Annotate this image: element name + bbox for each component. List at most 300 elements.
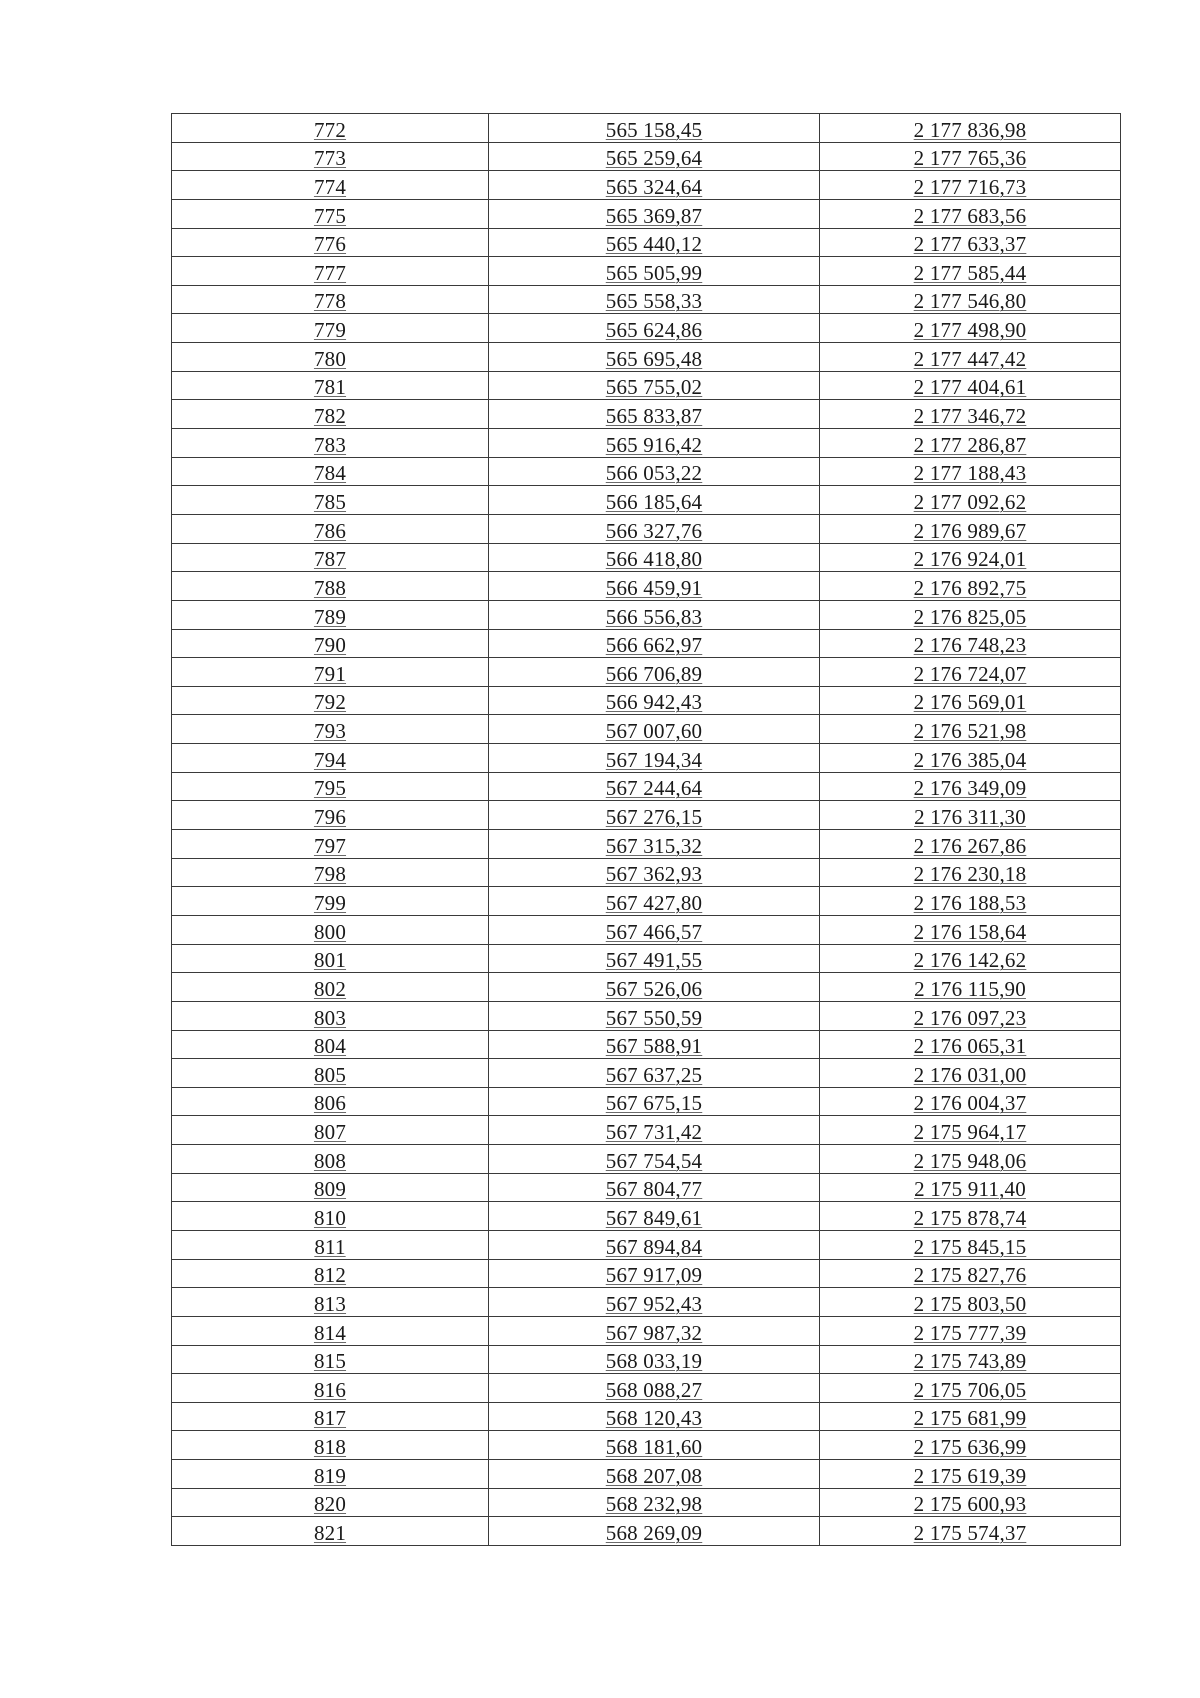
table-row: [172, 429, 1121, 458]
table-row: [172, 314, 1121, 343]
y-coordinate-cell: [820, 142, 1121, 171]
cell-text: 567 276,15: [605, 805, 703, 830]
table-row: [172, 343, 1121, 372]
point-number-cell: [172, 801, 489, 830]
x-coordinate-cell: [489, 1001, 820, 1030]
x-coordinate-cell: [489, 600, 820, 629]
cell-text: 780: [313, 346, 347, 371]
table-row: [172, 858, 1121, 887]
table-row: [172, 1488, 1121, 1517]
cell-text: 2 176 748,23: [913, 633, 1027, 658]
cell-text: 2 176 188,53: [913, 890, 1027, 915]
cell-text: 2 176 825,05: [913, 604, 1027, 629]
point-number-cell: [172, 429, 489, 458]
x-coordinate-cell: [489, 744, 820, 773]
table-row: [172, 1030, 1121, 1059]
cell-text: 2 176 230,18: [913, 862, 1027, 887]
cell-text: 817: [313, 1406, 347, 1431]
cell-text: 566 556,83: [605, 604, 703, 629]
table-row: [172, 1202, 1121, 1231]
y-coordinate-cell: [820, 486, 1121, 515]
y-coordinate-cell: [820, 887, 1121, 916]
y-coordinate-cell: [820, 1173, 1121, 1202]
cell-text: 566 706,89: [605, 661, 703, 686]
cell-text: 2 176 267,86: [913, 833, 1027, 858]
x-coordinate-cell: [489, 114, 820, 143]
cell-text: 567 588,91: [605, 1034, 703, 1059]
cell-text: 2 175 803,50: [913, 1291, 1027, 1316]
point-number-cell: [172, 686, 489, 715]
point-number-cell: [172, 228, 489, 257]
cell-text: 2 175 743,89: [913, 1349, 1027, 1374]
point-number-cell: [172, 830, 489, 859]
cell-text: 792: [313, 690, 347, 715]
y-coordinate-cell: [820, 1431, 1121, 1460]
x-coordinate-cell: [489, 429, 820, 458]
cell-text: 567 362,93: [605, 862, 703, 887]
table-row: [172, 514, 1121, 543]
cell-text: 804: [313, 1034, 347, 1059]
cell-text: 566 662,97: [605, 633, 703, 658]
table-row: [172, 1316, 1121, 1345]
y-coordinate-cell: [820, 1374, 1121, 1403]
cell-text: 567 754,54: [605, 1148, 703, 1173]
table-row: [172, 228, 1121, 257]
table-row: [172, 772, 1121, 801]
y-coordinate-cell: [820, 314, 1121, 343]
x-coordinate-cell: [489, 371, 820, 400]
cell-text: 803: [313, 1005, 347, 1030]
table-row: [172, 1230, 1121, 1259]
y-coordinate-cell: [820, 400, 1121, 429]
cell-text: 2 177 404,61: [913, 375, 1027, 400]
cell-text: 2 176 142,62: [913, 948, 1027, 973]
y-coordinate-cell: [820, 1460, 1121, 1489]
y-coordinate-cell: [820, 1202, 1121, 1231]
cell-text: 567 550,59: [605, 1005, 703, 1030]
x-coordinate-cell: [489, 973, 820, 1002]
table-row: [172, 1345, 1121, 1374]
cell-text: 782: [313, 404, 347, 429]
cell-text: 2 175 827,76: [913, 1263, 1027, 1288]
table-row: [172, 257, 1121, 286]
x-coordinate-cell: [489, 1173, 820, 1202]
table-row: [172, 1374, 1121, 1403]
x-coordinate-cell: [489, 142, 820, 171]
cell-text: 809: [313, 1177, 347, 1202]
cell-text: 2 176 097,23: [913, 1005, 1027, 1030]
cell-text: 567 526,06: [605, 976, 703, 1001]
table-row: [172, 171, 1121, 200]
y-coordinate-cell: [820, 715, 1121, 744]
cell-text: 565 158,45: [605, 117, 703, 142]
cell-text: 793: [313, 719, 347, 744]
cell-text: 566 418,80: [605, 547, 703, 572]
x-coordinate-cell: [489, 199, 820, 228]
cell-text: 2 176 892,75: [913, 575, 1027, 600]
cell-text: 567 315,32: [605, 833, 703, 858]
cell-text: 781: [313, 375, 347, 400]
cell-text: 783: [313, 432, 347, 457]
x-coordinate-cell: [489, 715, 820, 744]
point-number-cell: [172, 1145, 489, 1174]
point-number-cell: [172, 1202, 489, 1231]
x-coordinate-cell: [489, 1316, 820, 1345]
cell-text: 2 176 569,01: [913, 690, 1027, 715]
cell-text: 567 894,84: [605, 1234, 703, 1259]
cell-text: 568 181,60: [605, 1435, 703, 1460]
x-coordinate-cell: [489, 486, 820, 515]
cell-text: 774: [313, 174, 347, 199]
y-coordinate-cell: [820, 801, 1121, 830]
table-row: [172, 1173, 1121, 1202]
y-coordinate-cell: [820, 572, 1121, 601]
point-number-cell: [172, 1345, 489, 1374]
cell-text: 820: [313, 1492, 347, 1517]
cell-text: 2 176 065,31: [913, 1034, 1027, 1059]
x-coordinate-cell: [489, 1116, 820, 1145]
x-coordinate-cell: [489, 1030, 820, 1059]
point-number-cell: [172, 1116, 489, 1145]
cell-text: 2 176 031,00: [913, 1062, 1027, 1087]
y-coordinate-cell: [820, 457, 1121, 486]
cell-text: 567 007,60: [605, 719, 703, 744]
y-coordinate-cell: [820, 371, 1121, 400]
table-row: [172, 1087, 1121, 1116]
x-coordinate-cell: [489, 1145, 820, 1174]
cell-text: 2 175 777,39: [913, 1320, 1027, 1345]
cell-text: 806: [313, 1091, 347, 1116]
x-coordinate-cell: [489, 1460, 820, 1489]
cell-text: 791: [313, 661, 347, 686]
table-row: [172, 801, 1121, 830]
y-coordinate-cell: [820, 1488, 1121, 1517]
cell-text: 565 916,42: [605, 432, 703, 457]
cell-text: 2 175 878,74: [913, 1205, 1027, 1230]
cell-text: 787: [313, 547, 347, 572]
coordinates-table: [171, 113, 1121, 1546]
x-coordinate-cell: [489, 830, 820, 859]
cell-text: 565 440,12: [605, 232, 703, 257]
point-number-cell: [172, 600, 489, 629]
x-coordinate-cell: [489, 1087, 820, 1116]
cell-text: 565 558,33: [605, 289, 703, 314]
table-row: [172, 457, 1121, 486]
cell-text: 2 177 585,44: [913, 260, 1027, 285]
point-number-cell: [172, 400, 489, 429]
x-coordinate-cell: [489, 801, 820, 830]
point-number-cell: [172, 744, 489, 773]
y-coordinate-cell: [820, 1259, 1121, 1288]
cell-text: 567 637,25: [605, 1062, 703, 1087]
y-coordinate-cell: [820, 830, 1121, 859]
table-row: [172, 686, 1121, 715]
y-coordinate-cell: [820, 1402, 1121, 1431]
cell-text: 565 755,02: [605, 375, 703, 400]
cell-text: 567 466,57: [605, 919, 703, 944]
y-coordinate-cell: [820, 1230, 1121, 1259]
cell-text: 567 675,15: [605, 1091, 703, 1116]
x-coordinate-cell: [489, 1374, 820, 1403]
cell-text: 2 176 311,30: [914, 805, 1026, 830]
x-coordinate-cell: [489, 944, 820, 973]
cell-text: 567 804,77: [605, 1177, 703, 1202]
cell-text: 798: [313, 862, 347, 887]
cell-text: 818: [313, 1435, 347, 1460]
x-coordinate-cell: [489, 1488, 820, 1517]
point-number-cell: [172, 343, 489, 372]
y-coordinate-cell: [820, 257, 1121, 286]
cell-text: 2 177 092,62: [913, 489, 1027, 514]
y-coordinate-cell: [820, 114, 1121, 143]
point-number-cell: [172, 1259, 489, 1288]
table-row: [172, 629, 1121, 658]
y-coordinate-cell: [820, 1087, 1121, 1116]
y-coordinate-cell: [820, 1030, 1121, 1059]
table-row: [172, 744, 1121, 773]
cell-text: 567 731,42: [605, 1120, 703, 1145]
point-number-cell: [172, 1230, 489, 1259]
cell-text: 2 175 948,06: [913, 1148, 1027, 1173]
point-number-cell: [172, 1517, 489, 1546]
y-coordinate-cell: [820, 1316, 1121, 1345]
y-coordinate-cell: [820, 1288, 1121, 1317]
y-coordinate-cell: [820, 1116, 1121, 1145]
cell-text: 772: [313, 117, 347, 142]
cell-text: 2 177 765,36: [913, 146, 1027, 171]
point-number-cell: [172, 1087, 489, 1116]
point-number-cell: [172, 1488, 489, 1517]
cell-text: 2 175 681,99: [913, 1406, 1027, 1431]
cell-text: 2 177 633,37: [913, 232, 1027, 257]
cell-text: 2 176 115,90: [914, 976, 1026, 1001]
x-coordinate-cell: [489, 543, 820, 572]
cell-text: 2 177 683,56: [913, 203, 1027, 228]
cell-text: 2 176 158,64: [913, 919, 1027, 944]
y-coordinate-cell: [820, 658, 1121, 687]
point-number-cell: [172, 1402, 489, 1431]
point-number-cell: [172, 514, 489, 543]
cell-text: 2 176 004,37: [913, 1091, 1027, 1116]
cell-text: 568 088,27: [605, 1377, 703, 1402]
cell-text: 797: [313, 833, 347, 858]
point-number-cell: [172, 1431, 489, 1460]
point-number-cell: [172, 285, 489, 314]
point-number-cell: [172, 1288, 489, 1317]
cell-text: 801: [313, 948, 347, 973]
cell-text: 565 505,99: [605, 260, 703, 285]
cell-text: 794: [313, 747, 347, 772]
cell-text: 568 207,08: [605, 1463, 703, 1488]
cell-text: 2 175 600,93: [913, 1492, 1027, 1517]
x-coordinate-cell: [489, 572, 820, 601]
table-row: [172, 973, 1121, 1002]
cell-text: 565 695,48: [605, 346, 703, 371]
y-coordinate-cell: [820, 858, 1121, 887]
cell-text: 2 175 911,40: [914, 1177, 1026, 1202]
cell-text: 567 987,32: [605, 1320, 703, 1345]
cell-text: 800: [313, 919, 347, 944]
table-row: [172, 1431, 1121, 1460]
cell-text: 2 177 498,90: [913, 318, 1027, 343]
cell-text: 2 177 716,73: [913, 174, 1027, 199]
cell-text: 567 244,64: [605, 776, 703, 801]
cell-text: 821: [313, 1521, 347, 1546]
cell-text: 784: [313, 461, 347, 486]
cell-text: 565 369,87: [605, 203, 703, 228]
cell-text: 805: [313, 1062, 347, 1087]
cell-text: 776: [313, 232, 347, 257]
y-coordinate-cell: [820, 285, 1121, 314]
cell-text: 2 177 188,43: [913, 461, 1027, 486]
cell-text: 566 185,64: [605, 489, 703, 514]
cell-text: 568 033,19: [605, 1349, 703, 1374]
cell-text: 568 269,09: [605, 1521, 703, 1546]
x-coordinate-cell: [489, 1402, 820, 1431]
table-row: [172, 658, 1121, 687]
cell-text: 567 952,43: [605, 1291, 703, 1316]
cell-text: 795: [313, 776, 347, 801]
point-number-cell: [172, 1316, 489, 1345]
point-number-cell: [172, 543, 489, 572]
cell-text: 566 459,91: [605, 575, 703, 600]
point-number-cell: [172, 1173, 489, 1202]
x-coordinate-cell: [489, 257, 820, 286]
table-row: [172, 543, 1121, 572]
cell-text: 2 177 346,72: [913, 404, 1027, 429]
table-row: [172, 1517, 1121, 1546]
cell-text: 779: [313, 318, 347, 343]
x-coordinate-cell: [489, 171, 820, 200]
y-coordinate-cell: [820, 1345, 1121, 1374]
table-row: [172, 371, 1121, 400]
cell-text: 2 176 349,09: [913, 776, 1027, 801]
point-number-cell: [172, 314, 489, 343]
cell-text: 799: [313, 890, 347, 915]
cell-text: 567 917,09: [605, 1263, 703, 1288]
x-coordinate-cell: [489, 1230, 820, 1259]
point-number-cell: [172, 887, 489, 916]
cell-text: 565 833,87: [605, 404, 703, 429]
point-number-cell: [172, 915, 489, 944]
y-coordinate-cell: [820, 944, 1121, 973]
y-coordinate-cell: [820, 600, 1121, 629]
cell-text: 2 176 724,07: [913, 661, 1027, 686]
table-row: [172, 887, 1121, 916]
cell-text: 2 177 546,80: [913, 289, 1027, 314]
point-number-cell: [172, 199, 489, 228]
table-row: [172, 1116, 1121, 1145]
point-number-cell: [172, 371, 489, 400]
x-coordinate-cell: [489, 400, 820, 429]
point-number-cell: [172, 1030, 489, 1059]
x-coordinate-cell: [489, 1517, 820, 1546]
cell-text: 786: [313, 518, 347, 543]
y-coordinate-cell: [820, 744, 1121, 773]
cell-text: 813: [313, 1291, 347, 1316]
x-coordinate-cell: [489, 1059, 820, 1088]
table-row: [172, 715, 1121, 744]
cell-text: 2 177 447,42: [913, 346, 1027, 371]
point-number-cell: [172, 715, 489, 744]
table-row: [172, 142, 1121, 171]
y-coordinate-cell: [820, 543, 1121, 572]
point-number-cell: [172, 1374, 489, 1403]
x-coordinate-cell: [489, 858, 820, 887]
cell-text: 789: [313, 604, 347, 629]
point-number-cell: [172, 171, 489, 200]
cell-text: 2 176 521,98: [913, 719, 1027, 744]
x-coordinate-cell: [489, 887, 820, 916]
x-coordinate-cell: [489, 1202, 820, 1231]
y-coordinate-cell: [820, 1517, 1121, 1546]
y-coordinate-cell: [820, 686, 1121, 715]
cell-text: 2 176 385,04: [913, 747, 1027, 772]
cell-text: 2 175 636,99: [913, 1435, 1027, 1460]
y-coordinate-cell: [820, 343, 1121, 372]
x-coordinate-cell: [489, 686, 820, 715]
cell-text: 2 175 845,15: [913, 1234, 1027, 1259]
x-coordinate-cell: [489, 658, 820, 687]
table-row: [172, 1402, 1121, 1431]
cell-text: 778: [313, 289, 347, 314]
table-row: [172, 944, 1121, 973]
x-coordinate-cell: [489, 457, 820, 486]
y-coordinate-cell: [820, 429, 1121, 458]
cell-text: 814: [313, 1320, 347, 1345]
point-number-cell: [172, 457, 489, 486]
table-row: [172, 572, 1121, 601]
y-coordinate-cell: [820, 915, 1121, 944]
table-row: [172, 400, 1121, 429]
x-coordinate-cell: [489, 514, 820, 543]
point-number-cell: [172, 142, 489, 171]
cell-text: 775: [313, 203, 347, 228]
x-coordinate-cell: [489, 314, 820, 343]
cell-text: 2 176 989,67: [913, 518, 1027, 543]
x-coordinate-cell: [489, 629, 820, 658]
cell-text: 790: [313, 633, 347, 658]
table-row: [172, 830, 1121, 859]
cell-text: 567 849,61: [605, 1205, 703, 1230]
point-number-cell: [172, 772, 489, 801]
point-number-cell: [172, 1001, 489, 1030]
cell-text: 567 427,80: [605, 890, 703, 915]
cell-text: 819: [313, 1463, 347, 1488]
coordinates-table-body: [172, 114, 1121, 1546]
table-row: [172, 1460, 1121, 1489]
table-row: [172, 1059, 1121, 1088]
cell-text: 816: [313, 1377, 347, 1402]
cell-text: 2 175 574,37: [913, 1521, 1027, 1546]
x-coordinate-cell: [489, 1345, 820, 1374]
y-coordinate-cell: [820, 1145, 1121, 1174]
cell-text: 566 942,43: [605, 690, 703, 715]
point-number-cell: [172, 944, 489, 973]
cell-text: 2 177 286,87: [913, 432, 1027, 457]
cell-text: 566 053,22: [605, 461, 703, 486]
cell-text: 808: [313, 1148, 347, 1173]
table-row: [172, 199, 1121, 228]
cell-text: 565 324,64: [605, 174, 703, 199]
cell-text: 568 120,43: [605, 1406, 703, 1431]
cell-text: 565 624,86: [605, 318, 703, 343]
point-number-cell: [172, 858, 489, 887]
point-number-cell: [172, 973, 489, 1002]
cell-text: 812: [313, 1263, 347, 1288]
cell-text: 796: [313, 805, 347, 830]
table-row: [172, 1001, 1121, 1030]
